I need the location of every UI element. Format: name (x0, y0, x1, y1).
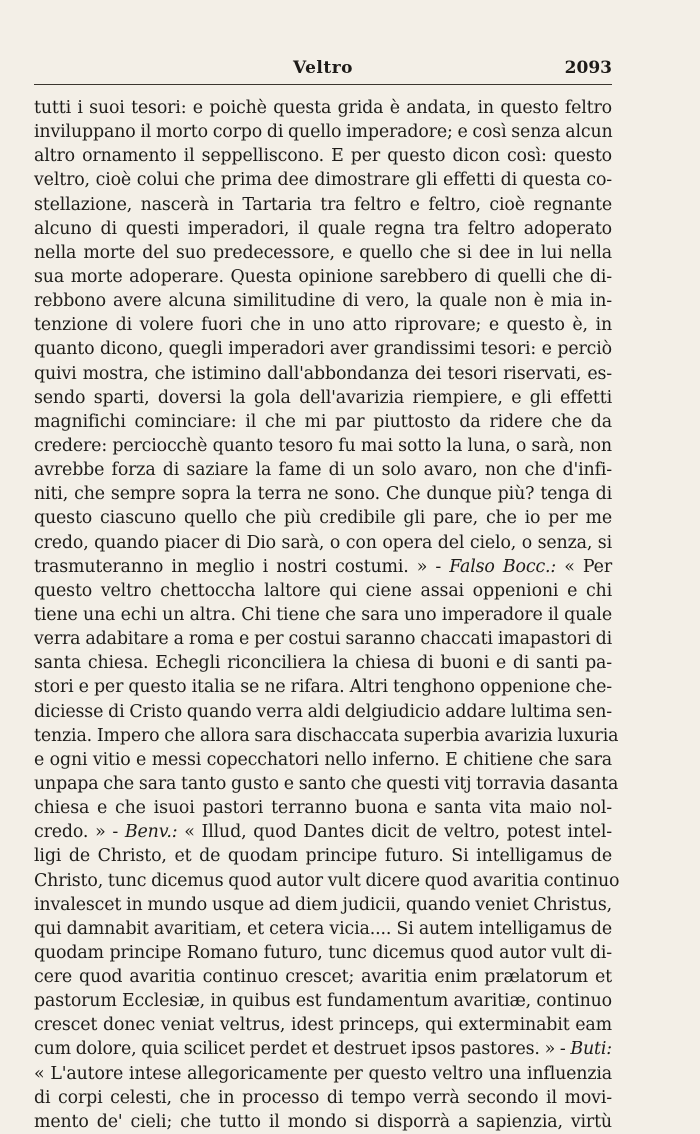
text-line: unpapa che sara tanto gusto e santo che questi vitj torravia dasanta (34, 773, 619, 794)
text-line: ligi de Christo, et de quodam principe futuro. Si intelligamus de (34, 846, 612, 867)
text-line: magnifichi cominciare: il che mi par piuttosto da ridere che da (34, 411, 612, 432)
text-line: Christo, tunc dicemus quod autor vult dicere quod avaritia continuo (34, 870, 620, 891)
text-line: quanto dicono, quegli imperadori aver grandissimi tesori: e perciò (34, 339, 612, 360)
text-line: veltro, cioè colui che prima dee dimostrare gli effetti di questa co- (34, 170, 612, 191)
text-segment: « Illud, quod Dantes dicit de veltro, potest intel- (177, 822, 612, 843)
text-line: di corpi celesti, che in processo di tempo verrà secondo il movi- (34, 1087, 612, 1108)
text-line: santa chiesa. Echegli riconciliera la chiesa di buoni e di santi pa- (34, 653, 612, 674)
text-segment: « Per (556, 556, 612, 577)
text-line: credo, quando piacer di Dio sarà, o con opera del cielo, o senza, si (34, 532, 612, 553)
text-line: nella morte del suo predecessore, e quello che si dee in lui nella (34, 242, 612, 263)
text-line: sendo sparti, doversi la gola dell'avarizia riempiere, e gli effetti (34, 387, 612, 408)
text-segment: cum dolore, quia scilicet perdet et destruet ipsos pastores. » - (34, 1039, 571, 1060)
page-header (34, 56, 612, 85)
text-line: pastorum Ecclesiæ, in quibus est fundamentum avaritiæ, continuo (34, 991, 612, 1012)
text-line: verra adabitare a roma e per costui saranno chaccati imapastori di (34, 629, 612, 650)
page-number: 2093 (564, 58, 612, 78)
text-line: tutti i suoi tesori: e poichè questa grida è andata, in questo feltro (34, 98, 612, 118)
text-line: « L'autore intese allegoricamente per questo veltro una influenzia (34, 1063, 612, 1084)
text-line: e ogni vitio e messi copecchatori nello inferno. E chitiene che sara (34, 749, 612, 770)
text-line: quivi mostra, che istimino dall'abbondanza dei tesori riservati, es- (34, 363, 612, 384)
text-line (34, 555, 612, 579)
text-segment: trasmuteranno in meglio i nostri costumi. » - (34, 556, 450, 577)
running-title: Veltro (292, 58, 354, 78)
text-line: chiesa e che isuoi pastori terranno buona e santa vita maio nol- (34, 798, 612, 819)
text-line: alcuno di questi imperadori, il quale regna tra feltro adoperato (34, 218, 612, 239)
text-line: questo veltro chettoccha laltore qui ciene assai oppenioni e chi (34, 580, 612, 601)
text-line: questo ciascuno quello che più credibile gli pare, che io per me (34, 508, 612, 529)
text-line: mento de' cieli; che tutto il mondo si disporrà a sapienzia, virtù (34, 1111, 612, 1132)
text-line (34, 1037, 612, 1061)
text-line: diciesse di Cristo quando verra aldi delgiudicio addare lultima sen- (34, 701, 612, 722)
text-line: stellazione, nascerà in Tartaria tra feltro e feltro, cioè regnante (34, 194, 612, 215)
text-line: sua morte adoperare. Questa opinione sarebbero di quelli che di- (34, 266, 612, 287)
text-line: stori e per questo italia se ne rifara. Altri tenghono oppenione che- (34, 677, 612, 698)
text-line: qui damnabit avaritiam, et cetera vicia.... Si autem intelligamus de (34, 918, 612, 939)
text-line (34, 820, 612, 844)
text-line: tiene una echi un altra. Chi tiene che sara uno imperadore il quale (34, 604, 612, 625)
text-line: altro ornamento il seppelliscono. E per questo dicon così: questo (34, 146, 612, 167)
text-line: tenzione di volere fuori che in uno atto riprovare; e questo è, in (34, 315, 612, 336)
text-line: inviluppano il morto corpo di quello imperadore; e così senza alcun (34, 122, 613, 143)
text-line: crescet donec veniat veltrus, idest princeps, qui exterminabit eam (34, 1015, 612, 1036)
text-line: credere: perciocchè quanto tesoro fu mai sotto la luna, o sarà, non (34, 435, 612, 456)
text-line: tenzia. Impero che allora sara dischaccata superbia avarizia luxuria (34, 725, 619, 746)
body-text (34, 96, 620, 1134)
text-line: invalescet in mundo usque ad diem judicii, quando veniet Christus, (34, 894, 612, 915)
text-line: quodam principe Romano futuro, tunc dicemus quod autor vult di- (34, 942, 612, 963)
source-citation: Buti: (570, 1039, 612, 1060)
text-line: rebbono avere alcuna similitudine di vero, la quale non è mia in- (34, 291, 612, 312)
source-citation: Falso Bocc.: (449, 556, 557, 577)
source-citation: Benv.: (124, 822, 178, 843)
text-segment: credo. » - (34, 822, 125, 843)
text-line: cere quod avaritia continuo crescet; avaritia enim prælatorum et (34, 967, 612, 988)
text-line: niti, che sempre sopra la terra ne sono. Che dunque più? tenga di (34, 484, 612, 505)
text-line: avrebbe forza di saziare la fame di un solo avaro, non che d'infi- (34, 460, 612, 481)
